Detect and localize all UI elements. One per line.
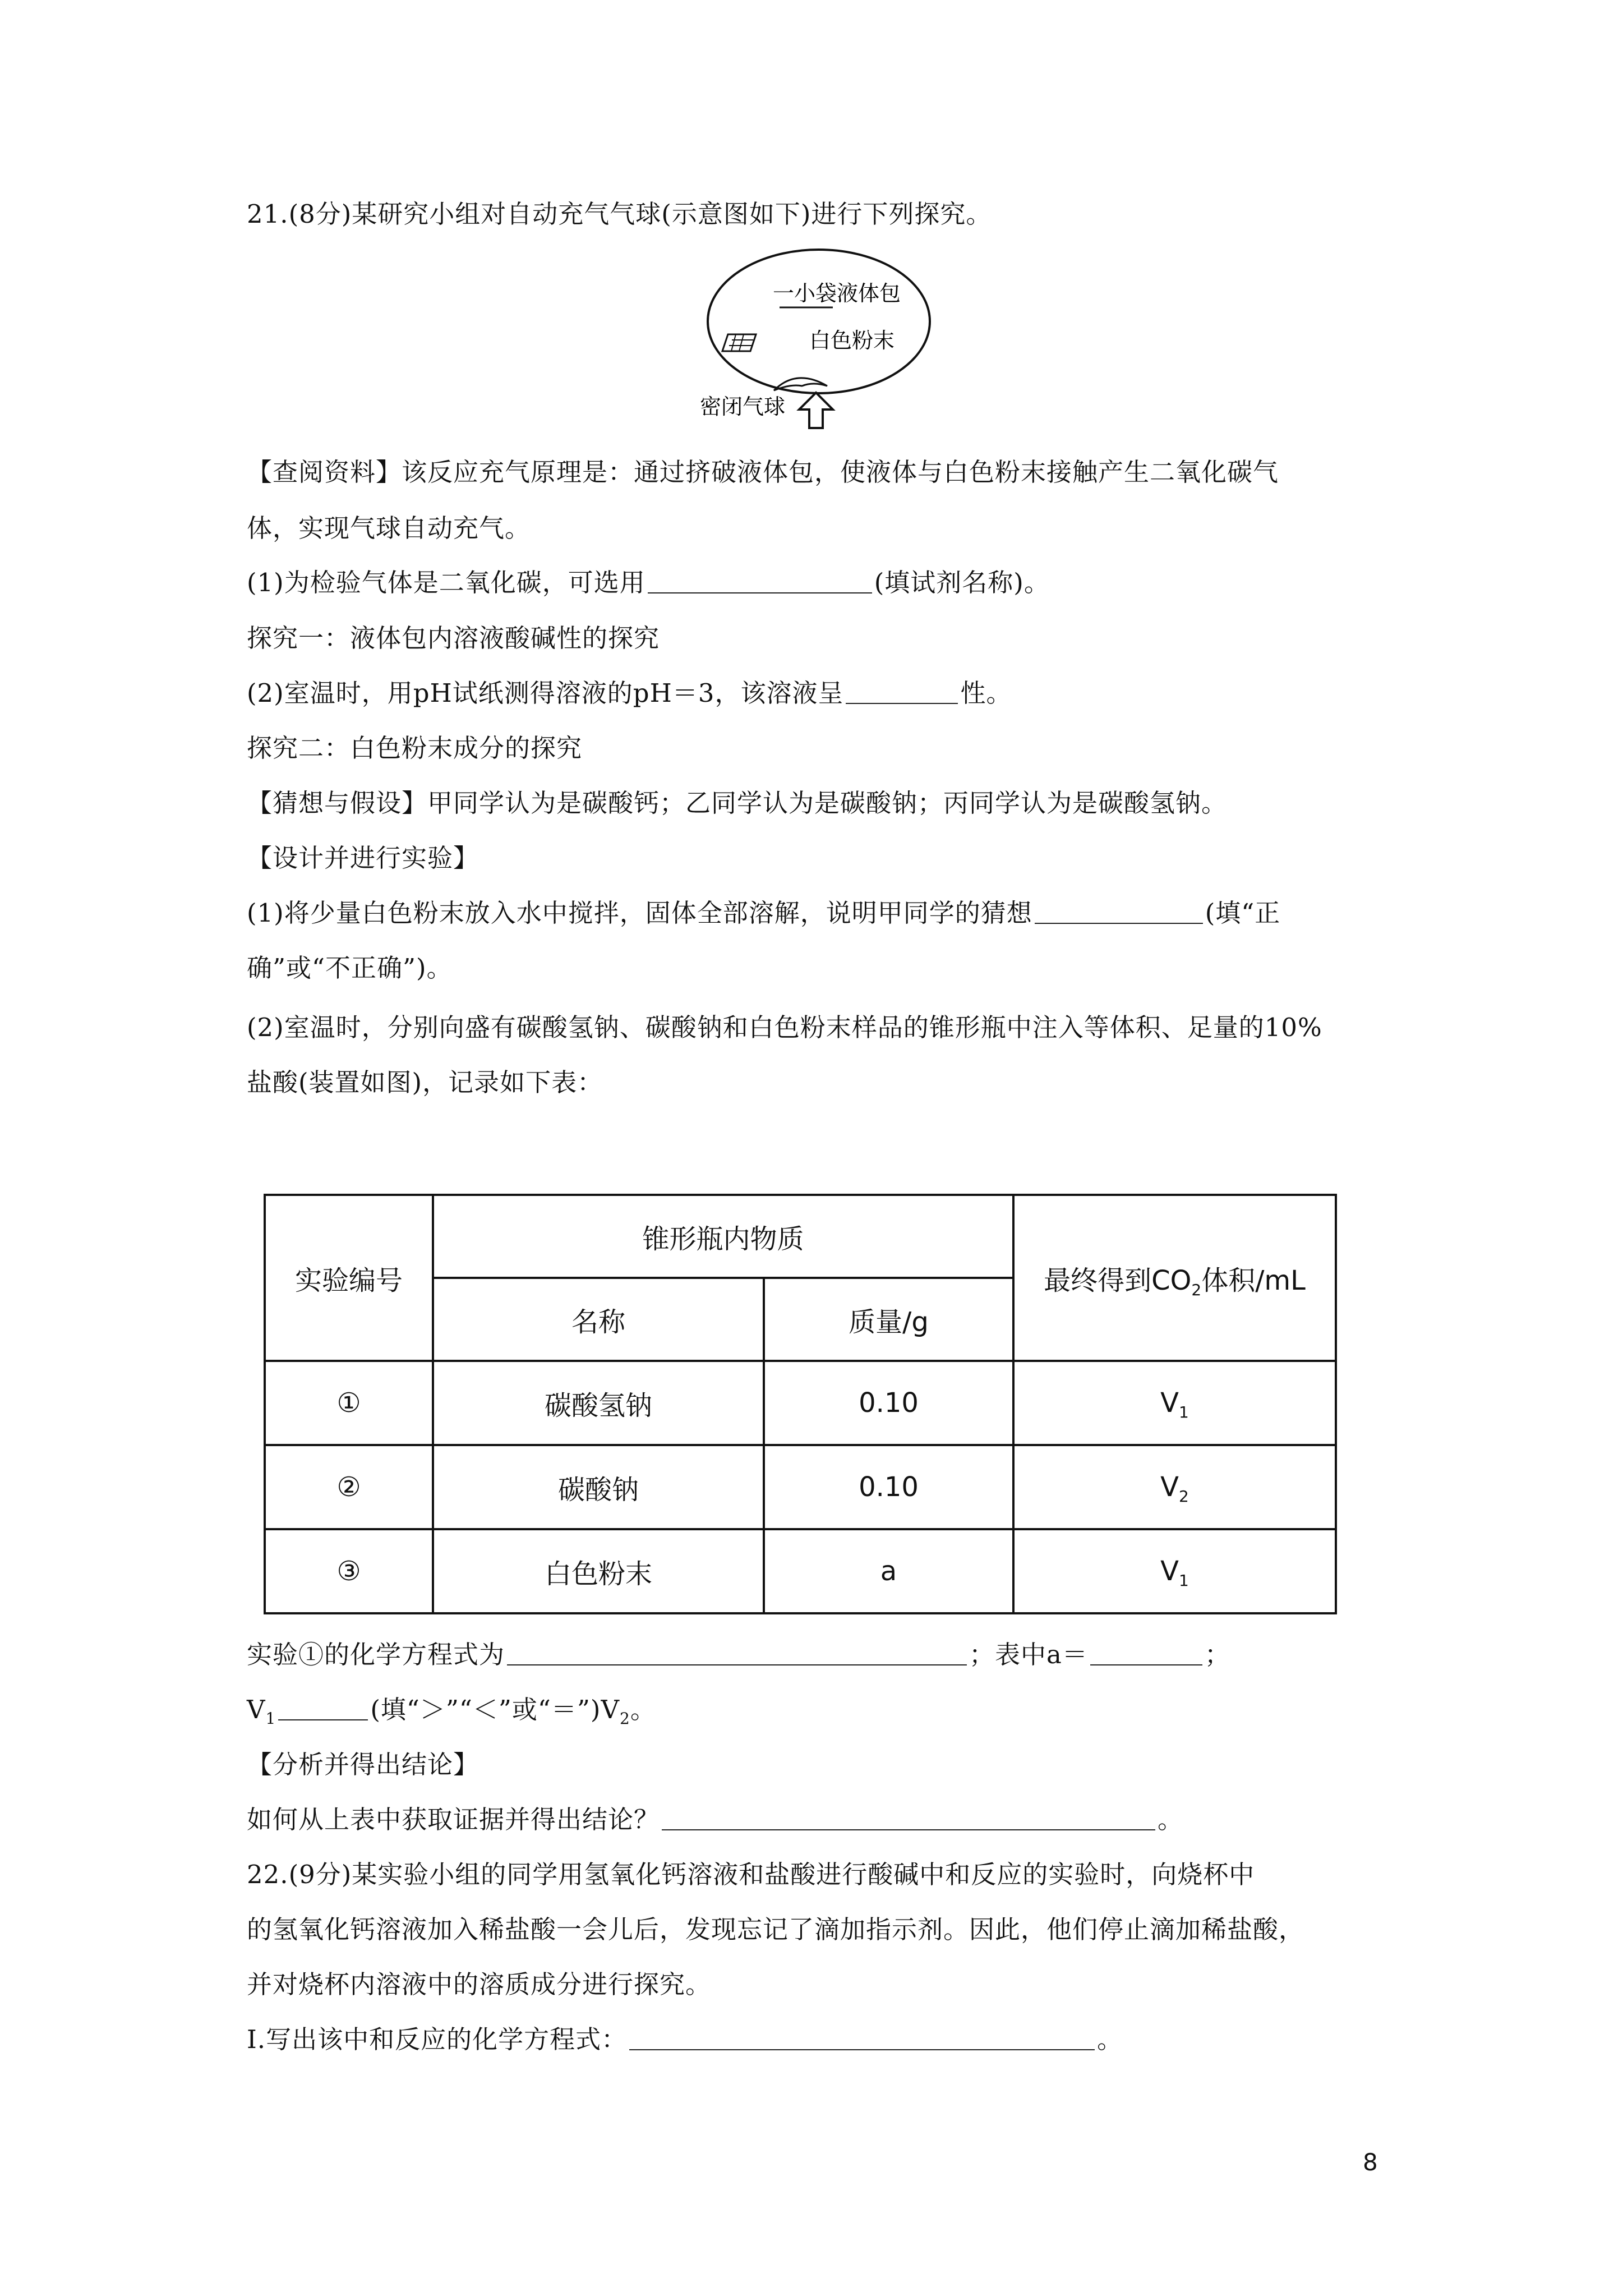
q22-line-3: 并对烧杯内溶液中的溶质成分进行探究。	[247, 1970, 712, 1999]
cell-no: ③	[265, 1529, 433, 1613]
q22-line-1: 22.(9分)某实验小组的同学用氢氧化钙溶液和盐酸进行酸碱中和反应的实验时，向烧杯中	[247, 1860, 1255, 1889]
design-heading: 【设计并进行实验】	[247, 843, 479, 873]
cell-name: 白色粉末	[433, 1529, 764, 1613]
info-line-1: 【查阅资料】该反应充气原理是：通过挤破液体包，使液体与白色粉末接触产生二氧化碳气	[247, 457, 1279, 487]
answer-blank-equation[interactable]	[507, 1640, 967, 1665]
cell-mass: 0.10	[764, 1361, 1013, 1445]
header-flask-contents: 锥形瓶内物质	[433, 1195, 1013, 1278]
label-white-powder: 白色粉末	[809, 328, 895, 353]
cell-volume: $V_1$	[1013, 1361, 1336, 1445]
q22-part-1: Ⅰ.写出该中和反应的化学方程式： 。	[247, 2024, 1123, 2054]
page-number: 8	[1363, 2148, 1378, 2176]
conclusion-line: 如何从上表中获取证据并得出结论？ 。	[247, 1805, 1184, 1834]
header-experiment-no: 实验编号	[265, 1195, 433, 1361]
cell-name: 碳酸氢钠	[433, 1361, 764, 1445]
answer-blank-conclusion[interactable]	[662, 1805, 1155, 1830]
cell-mass: a	[764, 1529, 1013, 1613]
explore-2-heading: 探究二：白色粉末成分的探究	[247, 733, 583, 763]
analysis-heading: 【分析并得出结论】	[247, 1750, 479, 1779]
question-2: (2)室温时，用pH试纸测得溶液的pH＝3，该溶液呈 性。	[247, 678, 1012, 708]
label-sealed-balloon: 密闭气球	[700, 394, 786, 419]
experiment-2-line-2: 盐酸(装置如图)，记录如下表：	[247, 1068, 603, 1097]
liquid-pack-icon	[722, 334, 756, 351]
cell-no: ②	[265, 1445, 433, 1529]
compare-line: $V_1$ (填“＞”“＜”或“$=”)V_2$。	[247, 1695, 656, 1728]
table-row	[265, 1529, 1336, 1613]
header-name: 名称	[433, 1278, 764, 1361]
answer-blank-a[interactable]	[1090, 1640, 1202, 1665]
balloon-diagram	[690, 246, 948, 431]
answer-blank-guess[interactable]	[1035, 898, 1203, 924]
cell-no: ①	[265, 1361, 433, 1445]
header-co2-volume: 最终得到$CO_2$体积/mL	[1013, 1195, 1336, 1361]
table-row	[265, 1361, 1336, 1445]
table-row	[265, 1445, 1336, 1529]
experiment-1: (1)将少量白色粉末放入水中搅拌，固体全部溶解，说明甲同学的猜想 (填“正	[247, 898, 1281, 928]
explore-1-heading: 探究一：液体包内溶液酸碱性的探究	[247, 623, 660, 653]
experiment-table	[264, 1194, 1337, 1614]
header-mass: 质量/g	[764, 1278, 1013, 1361]
cell-name: 碳酸钠	[433, 1445, 764, 1529]
answer-blank-acidity[interactable]	[846, 678, 958, 704]
cell-volume: $V_2$	[1013, 1445, 1336, 1529]
info-line-2: 体，实现气球自动充气。	[247, 513, 531, 543]
answer-blank-reagent[interactable]	[648, 568, 872, 593]
cell-volume: $V_1$	[1013, 1529, 1336, 1613]
equation-line: 实验①的化学方程式为 ；表中a＝ ；	[247, 1640, 1230, 1669]
question-1: (1)为检验气体是二氧化碳，可选用 (填试剂名称)。	[247, 568, 1050, 597]
label-liquid-pack: 一小袋液体包	[773, 281, 901, 306]
q22-line-2: 的氢氧化钙溶液加入稀盐酸一会儿后，发现忘记了滴加指示剂。因此，他们停止滴加稀盐酸，	[247, 1915, 1305, 1944]
up-arrow-icon	[799, 393, 833, 428]
answer-blank-compare[interactable]	[278, 1695, 368, 1720]
cell-mass: 0.10	[764, 1445, 1013, 1529]
experiment-2-line-1: (2)室温时，分别向盛有碳酸氢钠、碳酸钠和白色粉末样品的锥形瓶中注入等体积、足量的10%	[247, 1013, 1322, 1042]
hypothesis: 【猜想与假设】甲同学认为是碳酸钙；乙同学认为是碳酸钠；丙同学认为是碳酸氢钠。	[247, 788, 1228, 818]
experiment-1-cont: 确”或“不正确”)。	[247, 953, 453, 983]
answer-blank-neutralization[interactable]	[629, 2024, 1095, 2050]
q21-title: 21.(8分)某研究小组对自动充气气球(示意图如下)进行下列探究。	[247, 199, 992, 229]
